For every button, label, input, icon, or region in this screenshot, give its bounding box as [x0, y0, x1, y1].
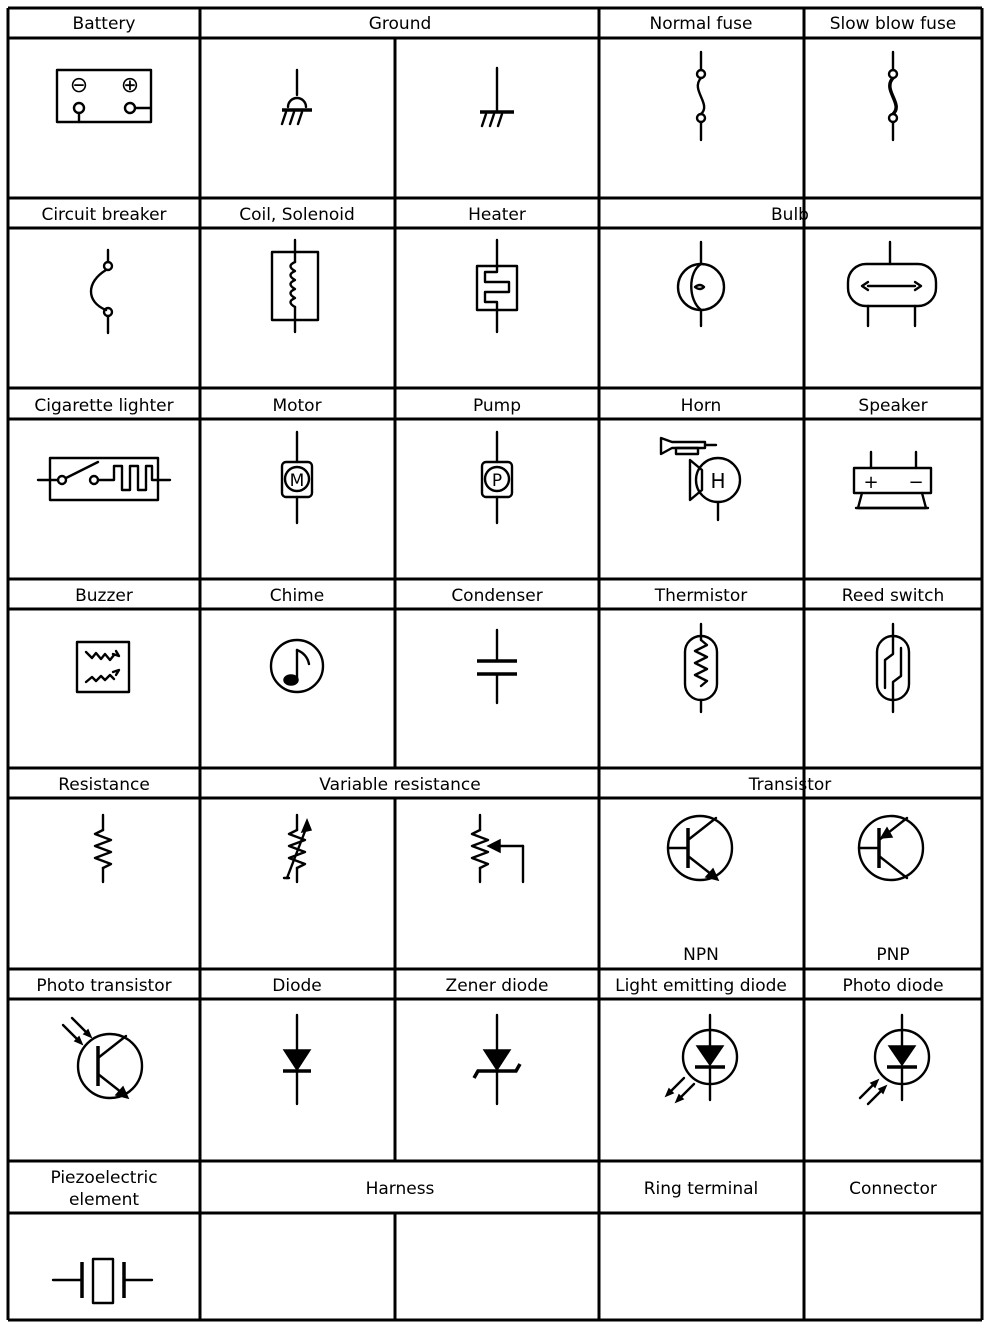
photo-transistor-icon: [63, 1018, 142, 1098]
cigarette-lighter-icon: [38, 458, 170, 500]
label-zener-diode: Zener diode: [445, 976, 549, 996]
buzzer-icon: [77, 642, 129, 692]
label-variable-resistance: Variable resistance: [319, 775, 481, 795]
header-labels: [34, 14, 956, 1210]
potentiometer-icon: [472, 815, 523, 882]
label-transistor: Transistor: [748, 775, 832, 795]
label-cigarette-lighter: Cigarette lighter: [34, 396, 174, 416]
label-pnp: PNP: [876, 945, 910, 965]
label-condenser: Condenser: [451, 586, 543, 606]
label-motor: Motor: [272, 396, 322, 416]
label-speaker: Speaker: [858, 396, 928, 416]
label-resistance: Resistance: [58, 775, 150, 795]
label-harness: Harness: [365, 1179, 435, 1199]
label-reed-switch: Reed switch: [841, 586, 945, 606]
heater-icon: [477, 240, 517, 332]
ground-body-icon: [282, 70, 312, 124]
pump-icon: [482, 432, 512, 523]
label-photo-diode: Photo diode: [842, 976, 944, 996]
speaker-minus-glyph: −: [908, 472, 924, 493]
label-piezoelectric-line1: Piezoelectric: [50, 1168, 158, 1188]
horn-icon: [661, 438, 740, 520]
pump-glyph: P: [491, 471, 503, 491]
reed-switch-icon: [877, 624, 909, 712]
label-ground: Ground: [368, 14, 432, 34]
label-bulb: Bulb: [771, 205, 809, 225]
chime-icon: [271, 640, 323, 692]
label-thermistor: Thermistor: [654, 586, 748, 606]
variable-resistance-arrow-icon: [284, 815, 311, 882]
bulb-double-icon: [848, 242, 936, 326]
label-buzzer: Buzzer: [75, 586, 133, 606]
horn-glyph: H: [710, 469, 726, 493]
label-light-emitting-diode: Light emitting diode: [615, 976, 787, 996]
label-diode: Diode: [272, 976, 322, 996]
label-npn: NPN: [683, 945, 719, 965]
condenser-icon: [477, 630, 517, 703]
diode-icon: [283, 1015, 311, 1104]
speaker-icon: [854, 452, 931, 508]
slow-blow-fuse-icon: [889, 52, 897, 140]
speaker-plus-glyph: +: [863, 472, 879, 493]
label-normal-fuse: Normal fuse: [649, 14, 753, 34]
light-emitting-diode-icon: [666, 1015, 737, 1102]
label-horn: Horn: [680, 396, 722, 416]
resistance-icon: [95, 815, 111, 882]
coil-solenoid-icon: [272, 240, 318, 332]
motor-glyph: M: [289, 471, 305, 491]
battery-icon: [57, 70, 151, 122]
label-chime: Chime: [269, 586, 325, 606]
battery-plus-glyph: ⊕: [120, 73, 140, 98]
pnp-transistor-icon: [859, 816, 923, 880]
label-coil-solenoid: Coil, Solenoid: [239, 205, 355, 225]
piezoelectric-element-icon: [53, 1259, 152, 1303]
npn-transistor-icon: [668, 816, 732, 880]
label-ring-terminal: Ring terminal: [643, 1179, 759, 1199]
ground-chassis-icon: [480, 68, 514, 126]
thermistor-icon: [685, 624, 717, 712]
label-heater: Heater: [468, 205, 526, 225]
battery-minus-glyph: ⊖: [69, 73, 89, 98]
label-photo-transistor: Photo transistor: [36, 976, 172, 996]
label-battery: Battery: [72, 14, 136, 34]
label-piezoelectric-line2: element: [68, 1190, 140, 1210]
normal-fuse-icon: [697, 52, 705, 140]
label-pump: Pump: [472, 396, 522, 416]
circuit-breaker-icon: [91, 250, 112, 333]
label-circuit-breaker: Circuit breaker: [41, 205, 167, 225]
label-connector: Connector: [849, 1179, 937, 1199]
bulb-single-icon: [678, 242, 724, 326]
motor-icon: [282, 432, 312, 523]
photo-diode-icon: [860, 1015, 929, 1104]
zener-diode-icon: [474, 1015, 520, 1104]
label-slow-blow-fuse: Slow blow fuse: [829, 14, 957, 34]
